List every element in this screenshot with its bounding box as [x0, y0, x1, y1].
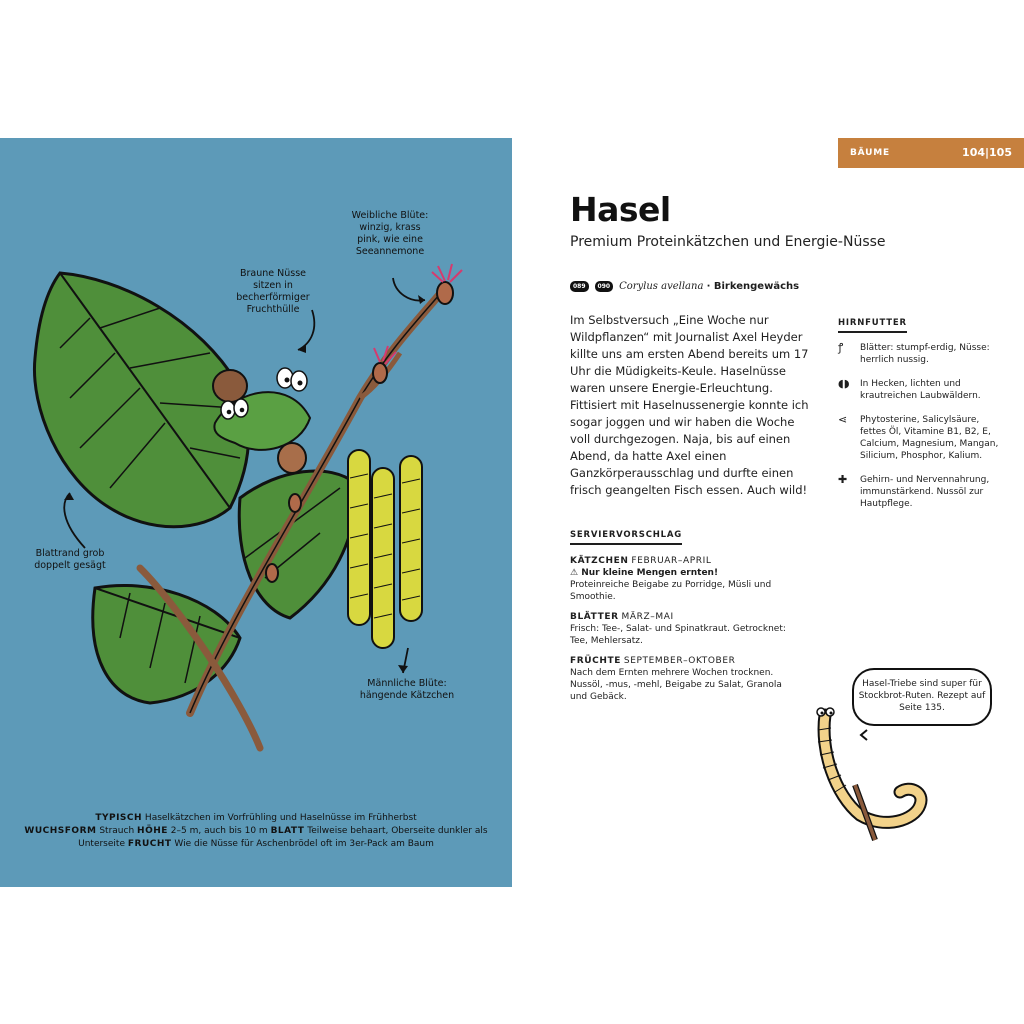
- serving-item-catkins: KÄTZCHEN FEBRUAR–APRIL ⚠ Nur kleine Mengen ernten! Proteinreiche Beigabe zu Porridge, Müsli und Smoothie.: [570, 556, 772, 602]
- latin-name: Corylus avellana: [619, 281, 704, 292]
- serving-heading: SERVIERVORSCHLAG: [570, 530, 682, 545]
- reference-badge: 089: [570, 281, 589, 292]
- section-label: BÄUME: [850, 148, 890, 158]
- annotation-female-flower: Weibliche Blüte: winzig, krass pink, wie eine Seeannemone: [351, 210, 429, 257]
- plant-family: · Birkengewächs: [706, 281, 800, 292]
- warning-icon: ⚠: [570, 568, 579, 578]
- brainfood-heading: HIRNFUTTER: [838, 318, 907, 333]
- annotation-male-flower: Männliche Blüte: hängende Kätzchen: [359, 678, 455, 701]
- brainfood-item: ꝭ Blätter: stumpf-erdig, Nüsse: herrlich nussig.: [838, 341, 990, 365]
- page-title: Hasel: [570, 190, 671, 229]
- brainfood-item: ✚ Gehirn- und Nervennahrung, immunstärkend. Nussöl zur Hautpflege.: [838, 473, 990, 509]
- brainfood-list: [838, 342, 1008, 522]
- illustration-page: [0, 138, 512, 887]
- reference-badge: 090: [595, 281, 614, 292]
- hazel-branch-illustration: [0, 138, 512, 887]
- section-tab: [838, 138, 1024, 168]
- plant-facts: TYPISCH Haselkätzchen im Vorfrühling und Haselnüsse im Frühherbst WUCHSFORM Strauch HÖHE 2–5 m, auch bis 10 m BLATT Teilweise behaart, Oberseite dunkler als Unterseite FRUCHT Wie die Nüsse für Aschenbrödel oft im 3er-Pack am Baum: [24, 813, 488, 849]
- annotation-leaf-edge: Blattrand grob doppelt gesägt: [34, 548, 106, 571]
- speech-bubble: Hasel-Triebe sind super für Stockbrot-Ruten. Rezept auf Seite 135.: [852, 668, 992, 726]
- page-numbers: 104|105: [962, 146, 1012, 159]
- serving-item-fruits: FRÜCHTE SEPTEMBER–OKTOBER Nach dem Ernten mehrere Wochen trocknen. Nussöl, -mus, -mehl, Beigabe zu Salat, Granola und Gebäck.: [570, 656, 782, 702]
- annotation-brown-nuts: Braune Nüsse sitzen in becherförmiger Fruchthülle: [236, 268, 310, 315]
- brainfood-item: ◖◗ In Hecken, lichten und krautreichen Laubwäldern.: [838, 377, 981, 401]
- molecule-icon: ⋖: [838, 413, 848, 426]
- habitat-icon: ◖◗: [838, 377, 850, 390]
- brainfood-item: ⋖ Phytosterine, Salicylsäure, fettes Öl, Vitamine B1, B2, E, Calcium, Magnesium, Mangan, Silicium, Phosphor, Kalium.: [838, 413, 999, 461]
- worm-mascot-illustration: [815, 700, 935, 845]
- taxonomy-row: [570, 281, 799, 292]
- taste-icon: ꝭ: [838, 341, 844, 354]
- body-paragraph: Im Selbstversuch „Eine Woche nur Wildpflanzen“ mit Journalist Axel Heyder killte uns am ersten Abend bereits um 17 Uhr die Müdigkeits-Keule. Haselnüsse waren unsere Energie-Erleuchtung. Fittisiert mit Haselnussenergie konnte ich sogar joggen und wir haben die Woche voll durchgezogen. Naja, bis auf einen Abend, da hatte Axel einen Ganzkörperausschlag und durfte einen frisch geangelten Fisch essen. Auch wild!: [570, 313, 809, 497]
- serving-item-leaves: BLÄTTER MÄRZ–MAI Frisch: Tee-, Salat- und Spinatkraut. Getrocknet: Tee, Mehlersatz.: [570, 612, 786, 646]
- serving-list: [570, 555, 800, 711]
- medical-cross-icon: ✚: [838, 473, 848, 486]
- page-subtitle: Premium Proteinkätzchen und Energie-Nüsse: [570, 234, 886, 250]
